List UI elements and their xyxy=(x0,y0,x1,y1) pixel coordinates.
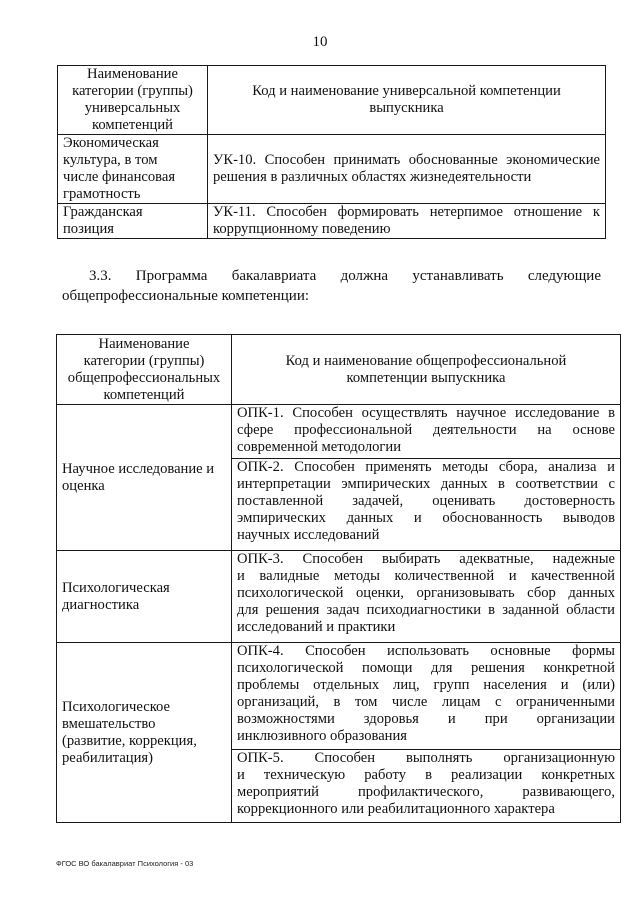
table-row xyxy=(57,643,621,750)
header-competence: Код и наименование универсальной компетенции выпускника xyxy=(208,66,606,135)
category-cell: Психологическая диагностика xyxy=(57,551,232,643)
table-row xyxy=(57,405,621,459)
page-number: 10 xyxy=(312,34,328,50)
category-cell: Экономическая культура, в том числе финансовая грамотность xyxy=(58,135,208,204)
competence-cell-opk-1: ОПК-1. Способен осуществлять научное исследование в сфере профессиональной деятельности на основе современной методологии xyxy=(232,405,621,459)
table-row xyxy=(58,135,606,204)
competence-cell-opk-3: ОПК-3. Способен выбирать адекватные, надежные и валидные методы количественной и качественной психологической оценки, организовывать сбор данных для решения задач психодиагностики в заданной области исследований и практики xyxy=(232,551,621,643)
competence-cell: УК-10. Способен принимать обоснованные экономические решения в различных областях жизнедеятельности xyxy=(208,135,606,204)
general-professional-competences-table xyxy=(56,334,621,823)
competence-cell-opk-5: ОПК-5. Способен выполнять организационную и техническую работу в реализации конкретных мероприятий профилактического, развивающего, коррекционного или реабилитационного характера xyxy=(232,750,621,823)
header-category: Наименование категории (группы) универсальных компетенций xyxy=(58,66,208,135)
header-category: Наименование категории (группы) общепрофессиональных компетенций xyxy=(57,335,232,405)
table-row xyxy=(58,204,606,239)
competence-cell-opk-4: ОПК-4. Способен использовать основные формы психологической помощи для решения конкретной проблемы отдельных лиц, групп населения и (или) организаций, в том числе лицам с ограниченными возможностями здоровья и при организации инклюзивного образования xyxy=(232,643,621,750)
universal-competences-table xyxy=(57,65,606,239)
page-footer: ФГОС ВО бакалавриат Психология - 03 xyxy=(56,859,194,868)
competence-cell: УК-11. Способен формировать нетерпимое отношение к коррупционному поведению xyxy=(208,204,606,239)
section-3-3-paragraph: 3.3. Программа бакалавриата должна устанавливать следующие общепрофессиональные компетенции: xyxy=(62,268,601,304)
table-header-row xyxy=(57,335,621,405)
table-header-row xyxy=(58,66,606,135)
competence-cell-opk-2: ОПК-2. Способен применять методы сбора, анализа и интерпретации эмпирических данных в соответствии с поставленной задачей, оценивать достоверность эмпирических данных и обоснованность выводов научных исследований xyxy=(232,459,621,551)
category-cell: Гражданская позиция xyxy=(58,204,208,239)
table-row xyxy=(57,551,621,643)
header-competence: Код и наименование общепрофессиональной компетенции выпускника xyxy=(232,335,621,405)
category-cell: Научное исследование и оценка xyxy=(57,405,232,551)
category-cell: Психологическое вмешательство (развитие, коррекция, реабилитация) xyxy=(57,643,232,823)
